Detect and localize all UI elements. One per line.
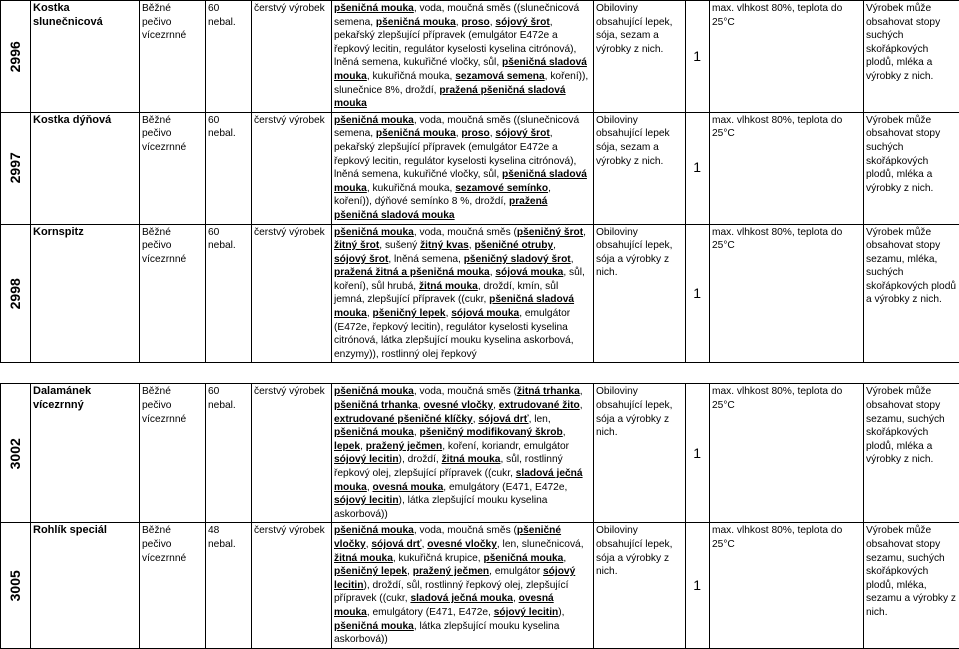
- product-table-body: [1, 1, 959, 649]
- allergen-ingredient: pšeničná mouka: [376, 17, 456, 28]
- product-type-cell: [252, 523, 332, 648]
- product-category-cell: [140, 384, 206, 523]
- allergen-ingredient: pšeničné vločky: [334, 525, 561, 550]
- product-type-cell: [252, 224, 332, 363]
- allergen-ingredient: pražená žitná a pšeničná mouka: [334, 267, 490, 278]
- product-weight-cell: [206, 384, 252, 523]
- ingredient-text: , pekařský zlepšující přípravek (emulgátor E472e a řepkový lecitin, regulátor kyselosti kyselina citrónová), lněná semena, kukuřičné vločky, sůl,: [334, 17, 576, 69]
- product-quantity-cell: [686, 523, 710, 648]
- product-weight: 48 nebal.: [208, 525, 236, 550]
- product-code-cell: [1, 523, 31, 648]
- ingredient-text: ,: [446, 308, 452, 319]
- product-storage: max. vlhkost 80%, teplota do 25°C: [712, 386, 842, 411]
- ingredient-text: , voda, moučná směs (: [414, 525, 517, 536]
- ingredient-text: , lněná semena,: [388, 254, 463, 265]
- product-weight-cell: [206, 1, 252, 113]
- ingredient-text: ,: [469, 240, 475, 251]
- product-storage-cell: [710, 112, 864, 224]
- product-quantity-cell: [686, 224, 710, 363]
- ingredient-text: ,: [366, 539, 372, 550]
- product-traces: Výrobek může obsahovat stopy sezamu, suchých skořápkových plodů, mléka, sezamu a výrobky z nich.: [866, 525, 956, 618]
- product-allergens: Obiloviny obsahující lepek, sója, sezam a výrobky z nich.: [596, 3, 672, 55]
- product-weight-cell: [206, 224, 252, 363]
- ingredient-text: , látka zlepšující mouku kyselina askorbová)): [334, 621, 559, 646]
- product-weight-cell: [206, 523, 252, 648]
- allergen-ingredient: sójová drť: [371, 539, 421, 550]
- ingredient-text: ,: [490, 17, 496, 28]
- product-code: 3002: [9, 438, 23, 469]
- product-category-cell: [140, 224, 206, 363]
- ingredient-text: , voda, moučná směs (: [414, 227, 517, 238]
- allergen-ingredient: žitná trhanka: [517, 386, 580, 397]
- allergen-ingredient: extrudované žito: [499, 400, 580, 411]
- product-traces-cell: [864, 1, 959, 113]
- product-storage: max. vlhkost 80%, teplota do 25°C: [712, 525, 842, 550]
- product-name: Rohlík speciál: [33, 524, 107, 536]
- product-weight: 60 nebal.: [208, 386, 236, 411]
- product-weight: 60 nebal.: [208, 115, 236, 140]
- ingredient-text: , koření)), slunečnice 8%, droždí,: [334, 71, 588, 96]
- ingredient-text: , koření, koriandr, emulgátor: [442, 441, 569, 452]
- product-allergens: Obiloviny obsahující lepek, sója a výrobky z nich.: [596, 525, 672, 577]
- allergen-ingredient: pšeničná mouka: [334, 3, 414, 14]
- product-category: Běžné pečivo vícezrnné: [142, 386, 186, 424]
- product-quantity-cell: [686, 1, 710, 113]
- allergen-ingredient: pšeničná mouka: [334, 427, 414, 438]
- product-name-cell: [31, 523, 140, 648]
- product-name: Kornspitz: [33, 226, 84, 238]
- product-category: Běžné pečivo vícezrnné: [142, 115, 186, 153]
- product-quantity: 1: [693, 577, 701, 593]
- product-name-cell: [31, 384, 140, 523]
- ingredient-text: ,: [513, 593, 519, 604]
- ingredient-text: ,: [422, 539, 428, 550]
- allergen-ingredient: pšeničná mouka: [376, 128, 456, 139]
- ingredient-text: ,: [580, 400, 583, 411]
- ingredient-text: , voda, moučná směs (: [414, 386, 517, 397]
- ingredient-text: ,: [553, 240, 556, 251]
- product-allergens: Obiloviny obsahující lepek sója, sezam a výrobky z nich.: [596, 115, 670, 167]
- product-storage-cell: [710, 224, 864, 363]
- product-quantity: 1: [693, 445, 701, 461]
- ingredient-text: , emulgátory (E471, E472e,: [367, 607, 494, 618]
- allergen-ingredient: pšeničná mouka: [334, 621, 414, 632]
- ingredient-text: ,: [456, 128, 462, 139]
- ingredient-text: ,: [583, 227, 586, 238]
- product-storage-cell: [710, 384, 864, 523]
- allergen-ingredient: pšeničná sladová mouka: [334, 169, 587, 194]
- ingredient-text: ,: [490, 267, 496, 278]
- product-traces-cell: [864, 384, 959, 523]
- product-category-cell: [140, 523, 206, 648]
- allergen-ingredient: sójový šrot: [334, 254, 388, 265]
- ingredient-text: ,: [418, 400, 424, 411]
- ingredient-text: ,: [571, 254, 574, 265]
- ingredient-text: , voda, moučná směs ((slunečnicová semena,: [334, 3, 579, 28]
- product-weight: 60 nebal.: [208, 3, 236, 28]
- product-code: 2996: [9, 41, 23, 72]
- product-type-cell: [252, 384, 332, 523]
- ingredient-text: ,: [563, 427, 566, 438]
- allergen-ingredient: žitná mouka: [419, 281, 478, 292]
- allergen-ingredient: pšeničný sladový šrot: [464, 254, 571, 265]
- allergen-ingredient: sójová mouka: [495, 267, 563, 278]
- ingredient-text: , len,: [529, 414, 551, 425]
- allergen-ingredient: proso: [461, 128, 489, 139]
- product-traces: Výrobek může obsahovat stopy sezamu, suchých skořápkových plodů, mléka a výrobky z nich.: [866, 386, 945, 465]
- allergen-ingredient: sójový lecitin: [334, 454, 399, 465]
- product-traces: Výrobek může obsahovat stopy sezamu, mléka, suchých skořápkových plodů a výrobky z nich.: [866, 227, 956, 306]
- table-row: [1, 523, 959, 648]
- product-code-cell: [1, 384, 31, 523]
- ingredient-text: , droždí, kmín, sůl jemná, zlepšující přípravek ((cukr,: [334, 281, 558, 306]
- ingredient-text: ,: [414, 427, 420, 438]
- allergen-ingredient: sójový šrot: [495, 17, 549, 28]
- product-ingredients-cell: [332, 523, 594, 648]
- table-row: [1, 1, 959, 113]
- allergen-ingredient: pražený ječmen: [413, 566, 489, 577]
- product-quantity: 1: [693, 159, 701, 175]
- product-ingredients-cell: [332, 1, 594, 113]
- ingredient-text: , koření)), dýňové semínko 8 %, droždí,: [334, 183, 551, 208]
- product-type-cell: [252, 1, 332, 113]
- allergen-ingredient: ovesné vločky: [427, 539, 497, 550]
- product-name-cell: [31, 1, 140, 113]
- ingredient-text: , kukuřičná mouka,: [367, 71, 455, 82]
- product-category-cell: [140, 1, 206, 113]
- ingredient-text: ), droždí, sůl, rostlinný řepkový olej, zlepšující přípravek ((cukr,: [334, 580, 568, 605]
- product-name: Kostka dýňová: [33, 114, 111, 126]
- ingredient-text: ,: [580, 386, 583, 397]
- ingredient-text: ,: [367, 308, 373, 319]
- product-ingredients-cell: [332, 224, 594, 363]
- ingredient-text: , pekařský zlepšující přípravek (emulgátor E472e a řepkový lecitin, regulátor kyselosti kyselina citrónová), lněná semena, kukuřičné vločky, sůl,: [334, 128, 576, 180]
- allergen-ingredient: ovesné vločky: [423, 400, 493, 411]
- ingredient-text: ), droždí,: [399, 454, 442, 465]
- allergen-ingredient: pšeničná sladová mouka: [334, 57, 587, 82]
- ingredient-text: ,: [490, 128, 496, 139]
- ingredient-text: ), látka zlepšující mouku kyselina askorbová)): [334, 495, 547, 520]
- product-code: 2998: [9, 278, 23, 309]
- product-storage-cell: [710, 1, 864, 113]
- ingredient-text: ,: [456, 17, 462, 28]
- product-storage: max. vlhkost 80%, teplota do 25°C: [712, 227, 842, 252]
- product-type: čerstvý výrobek: [254, 115, 325, 126]
- product-allergens-cell: [594, 224, 686, 363]
- allergen-ingredient: sezamová semena: [455, 71, 544, 82]
- allergen-ingredient: pšeničná mouka: [334, 525, 414, 536]
- allergen-ingredient: žitný šrot: [334, 240, 379, 251]
- product-allergens-cell: [594, 112, 686, 224]
- product-type-cell: [252, 112, 332, 224]
- product-quantity: 1: [693, 48, 701, 64]
- product-traces: Výrobek může obsahovat stopy suchých skořápkových plodů, mléka a výrobky z nich.: [866, 115, 940, 194]
- row-spacer: [1, 363, 959, 384]
- allergen-ingredient: sladová ječná mouka: [410, 593, 513, 604]
- ingredient-text: ,: [407, 566, 413, 577]
- product-allergens-cell: [594, 1, 686, 113]
- allergen-ingredient: proso: [461, 17, 489, 28]
- product-category: Běžné pečivo vícezrnné: [142, 227, 186, 265]
- ingredient-text: , voda, moučná směs ((slunečnicová semena,: [334, 115, 579, 140]
- product-type: čerstvý výrobek: [254, 525, 325, 536]
- product-code-cell: [1, 112, 31, 224]
- ingredient-text: , emulgátor: [489, 566, 543, 577]
- ingredient-text: ,: [360, 441, 366, 452]
- product-allergens-cell: [594, 523, 686, 648]
- ingredient-text: , kukuřičná mouka,: [367, 183, 455, 194]
- product-traces-cell: [864, 224, 959, 363]
- allergen-ingredient: pšeničná mouka: [483, 553, 563, 564]
- ingredient-text: , emulgátory (E471, E472e,: [443, 482, 567, 493]
- allergen-ingredient: ovesná mouka: [373, 482, 444, 493]
- ingredient-text: ,: [563, 553, 566, 564]
- allergen-ingredient: sójová drť: [478, 414, 528, 425]
- allergen-ingredient: sezamové semínko: [455, 183, 548, 194]
- product-name-cell: [31, 112, 140, 224]
- table-row: [1, 384, 959, 523]
- product-allergens: Obiloviny obsahující lepek, sója a výrobky z nich.: [596, 386, 672, 438]
- product-storage: max. vlhkost 80%, teplota do 25°C: [712, 115, 842, 140]
- table-row: [1, 224, 959, 363]
- product-quantity-cell: [686, 112, 710, 224]
- product-type: čerstvý výrobek: [254, 227, 325, 238]
- product-name-cell: [31, 224, 140, 363]
- product-category: Běžné pečivo vícezrnné: [142, 525, 186, 563]
- product-weight-cell: [206, 112, 252, 224]
- product-storage-cell: [710, 523, 864, 648]
- allergen-ingredient: pražená pšeničná sladová mouka: [334, 196, 547, 221]
- table-row: [1, 112, 959, 224]
- product-allergens: Obiloviny obsahující lepek, sója a výrobky z nich.: [596, 227, 672, 279]
- allergen-ingredient: pšeničné otruby: [474, 240, 553, 251]
- allergen-ingredient: pražená pšeničná sladová mouka: [334, 85, 566, 110]
- allergen-ingredient: pšeničná sladová mouka: [334, 294, 574, 319]
- allergen-ingredient: pšeničná mouka: [334, 115, 414, 126]
- ingredient-text: ,: [473, 414, 479, 425]
- product-traces-cell: [864, 112, 959, 224]
- product-code-cell: [1, 1, 31, 113]
- ingredient-text: , emulgátor (E472e, řepkový lecitin), regulátor kyselosti kyselina citrónová, látka zlepšující mouku kyselina askorbová, enzymy)), rostlinný olej řepkový: [334, 308, 574, 360]
- allergen-ingredient: sójový lecitin: [334, 495, 399, 506]
- allergen-ingredient: pšeničná mouka: [334, 227, 414, 238]
- product-weight: 60 nebal.: [208, 227, 236, 252]
- product-storage: max. vlhkost 80%, teplota do 25°C: [712, 3, 842, 28]
- allergen-ingredient: pšeničný modifikovaný škrob: [420, 427, 563, 438]
- allergen-ingredient: sójový lecitin: [494, 607, 559, 618]
- ingredient-text: ,: [367, 482, 373, 493]
- allergen-ingredient: žitný kvas: [420, 240, 469, 251]
- allergen-ingredient: extrudované pšeničné klíčky: [334, 414, 473, 425]
- product-name: Dalamánek vícezrnný: [33, 385, 91, 411]
- product-category: Běžné pečivo vícezrnné: [142, 3, 186, 41]
- allergen-ingredient: pšeničná mouka: [334, 386, 414, 397]
- product-code-cell: [1, 224, 31, 363]
- product-quantity: 1: [693, 285, 701, 301]
- product-code: 3005: [9, 570, 23, 601]
- ingredient-text: , sůl, rostlinný řepkový olej, zlepšující přípravek ((cukr,: [334, 454, 563, 479]
- product-ingredients-cell: [332, 384, 594, 523]
- allergen-ingredient: sójová mouka: [451, 308, 519, 319]
- allergen-ingredient: pšeničný lepek: [334, 566, 407, 577]
- product-code: 2997: [9, 153, 23, 184]
- product-name: Kostka slunečnicová: [33, 2, 103, 28]
- allergen-ingredient: sójový šrot: [495, 128, 549, 139]
- product-allergens-cell: [594, 384, 686, 523]
- ingredient-text: ),: [558, 607, 564, 618]
- allergen-ingredient: sladová ječná mouka: [334, 468, 583, 493]
- product-traces-cell: [864, 523, 959, 648]
- product-quantity-cell: [686, 384, 710, 523]
- ingredient-text: , sušený: [379, 240, 420, 251]
- allergen-ingredient: pšeničný šrot: [517, 227, 583, 238]
- product-type: čerstvý výrobek: [254, 3, 325, 14]
- allergen-ingredient: pražený ječmen: [366, 441, 442, 452]
- allergen-ingredient: sójový lecitin: [334, 566, 575, 591]
- allergen-ingredient: pšeničný lepek: [373, 308, 446, 319]
- product-traces: Výrobek může obsahovat stopy suchých skořápkových plodů, mléka a výrobky z nich.: [866, 3, 940, 82]
- ingredient-text: , len, slunečnicová,: [497, 539, 584, 550]
- allergen-ingredient: ovesná mouka: [334, 593, 554, 618]
- ingredient-text: ,: [493, 400, 499, 411]
- product-category-cell: [140, 112, 206, 224]
- allergen-ingredient: žitná mouka: [334, 553, 393, 564]
- product-ingredients-cell: [332, 112, 594, 224]
- ingredient-text: , kukuřičná krupice,: [393, 553, 484, 564]
- allergen-ingredient: lepek: [334, 441, 360, 452]
- product-type: čerstvý výrobek: [254, 386, 325, 397]
- allergen-ingredient: pšeničná trhanka: [334, 400, 418, 411]
- ingredient-text: , sůl, koření), sůl hrubá,: [334, 267, 585, 292]
- allergen-ingredient: žitná mouka: [442, 454, 501, 465]
